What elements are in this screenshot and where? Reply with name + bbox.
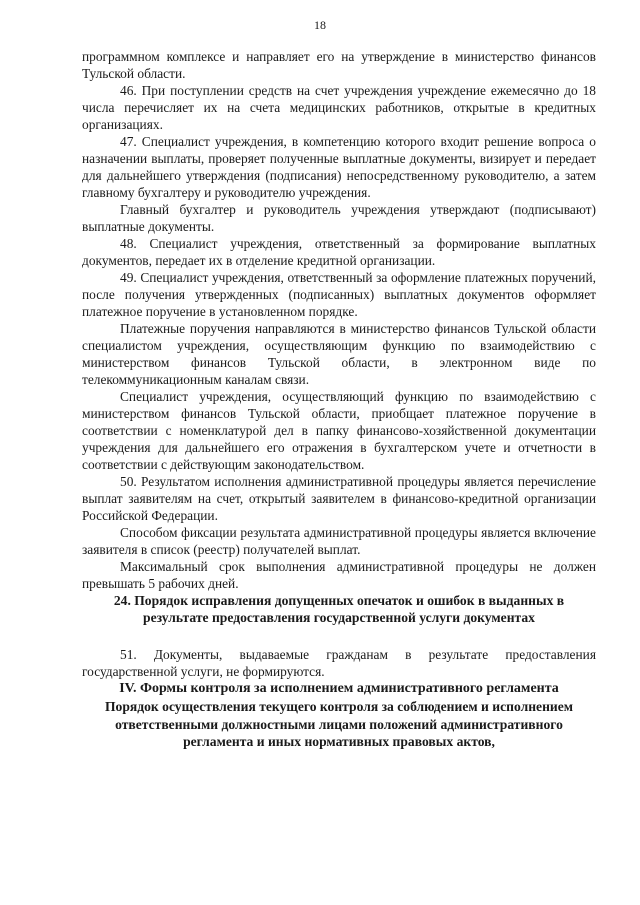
paragraph-50: 50. Результатом исполнения административной процедуры является перечисление выплат заявителям на счет, открытый заявителем в финансово-кредитной организации Российской Федерации. [82, 474, 596, 523]
paragraph-47-approval: Главный бухгалтер и руководитель учреждения утверждают (подписывают) выплатные документы. [82, 202, 596, 234]
paragraph-50-deadline: Максимальный срок выполнения административной процедуры не должен превышать 5 рабочих дней. [82, 559, 596, 591]
subsection-heading: Порядок осуществления текущего контроля за соблюдением и исполнением ответственными должностными лицами положений административного регламента и иных нормативных правовых актов, [104, 699, 574, 749]
paragraph-46: 46. При поступлении средств на счет учреждения учреждение ежемесячно до 18 числа перечисляет их на счета медицинских работников, открытые в кредитных организациях. [82, 83, 596, 132]
paragraph-49-filing: Специалист учреждения, осуществляющий функцию по взаимодействию с министерством финансов Тульской области, приобщает платежное поручение в соответствии с номенклатурой дел в папку финансово-хозяйственной документации учреждения для дальнейшего его отражения в бухгалтерском учете и отчетности в соответствии с действующим законодательством. [82, 389, 596, 472]
paragraph-50-fixation: Способом фиксации результата административной процедуры является включение заявителя в список (реестр) получателей выплат. [82, 525, 596, 557]
paragraph-47: 47. Специалист учреждения, в компетенцию которого входит решение вопроса о назначении выплаты, проверяет полученные выплатные документы, визирует и передает для дальнейшего утверждения (подписания) непосредственному руководителю, а затем главному бухгалтеру и руководителю учреждения. [82, 134, 596, 200]
paragraph-49-sending: Платежные поручения направляются в министерство финансов Тульской области специалистом учреждения, осуществляющим функцию по взаимодействию с министерством финансов Тульской области, в электронном виде по телекоммуникационным каналам связи. [82, 321, 596, 387]
document-body [82, 48, 596, 751]
paragraph-51: 51. Документы, выдаваемые гражданам в результате предоставления государственной услуги, не формируются. [82, 647, 596, 679]
paragraph-48: 48. Специалист учреждения, ответственный за формирование выплатных документов, передает их в отделение кредитной организации. [82, 236, 596, 268]
heading-24: 24. Порядок исправления допущенных опечаток и ошибок в выданных в результате предоставления государственной услуги документах [113, 593, 565, 625]
page-number: 18 [314, 18, 326, 32]
paragraph-49: 49. Специалист учреждения, ответственный за оформление платежных поручений, после получения утвержденных (подписанных) выплатных документов оформляет платежное поручение в установленном порядке. [82, 270, 596, 319]
paragraph-continuation: программном комплексе и направляет его на утверждение в министерство финансов Тульской области. [82, 49, 596, 81]
section-heading-iv: IV. Формы контроля за исполнением административного регламента [119, 681, 559, 696]
